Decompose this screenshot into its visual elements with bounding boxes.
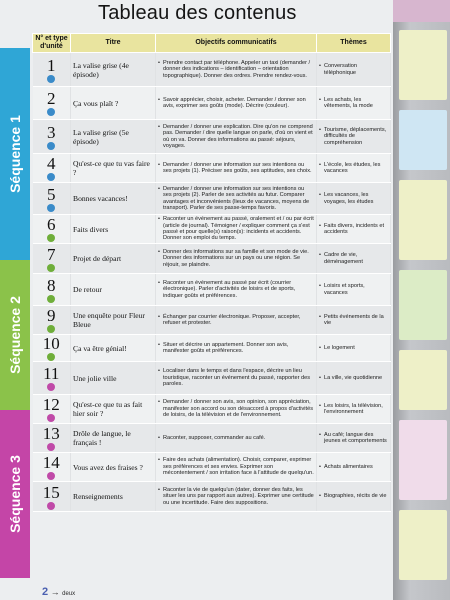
table-row [33,183,391,215]
unit-number-cell [33,215,71,244]
theme-item: • Faits divers, incidents et accidents [319,223,388,236]
theme-item: • Biographies, récits de vie [319,493,388,499]
objective-item: • Demander / donner une explication. Dire qu'on ne comprend pas. Demander / dire quelle langue on parle, d'où on vient et où on va. Donner des informations au passé: séjours, voyages. [158,124,314,150]
unit-title: Renseignements [71,482,156,512]
unit-themes [317,120,391,154]
unit-number-cell [33,482,71,512]
adjacent-page-block [399,510,447,580]
theme-item: • Conversation téléphonique [319,63,388,76]
table-row [33,424,391,453]
unit-title: Une jolie ville [71,362,156,395]
unit-objectives [156,424,317,453]
table-row [33,274,391,306]
theme-item: • Tourisme, déplacements, difficultés de compréhension [319,127,388,146]
objective-item: • Demander / donner son avis, son opinion, son appréciation, manifester son accord ou son désaccord à propos d'activités de loisirs, de la télévision et de l'environnement. [158,399,314,418]
unit-type-icon [47,414,55,422]
unit-themes [317,215,391,244]
unit-type-icon [47,472,55,480]
theme-item: • Les vacances, les voyages, les études [319,192,388,205]
unit-type-icon [47,75,55,83]
table-row [33,362,391,395]
unit-type-icon [47,383,55,391]
page-footer [42,586,75,598]
unit-themes [317,183,391,215]
unit-number: 1 [47,55,56,75]
unit-title: Bonnes vacances! [71,183,156,215]
header-objectives: Objectifs communicatifs [156,34,317,53]
unit-number-cell [33,244,71,274]
unit-objectives [156,306,317,335]
theme-item: • Les loisirs, la télévision, l'environnement [319,403,388,416]
unit-title: Qu'est-ce que tu vas faire ? [71,154,156,183]
table-row [33,306,391,335]
unit-themes [317,53,391,87]
unit-type-icon [47,264,55,272]
unit-themes [317,424,391,453]
unit-themes [317,362,391,395]
unit-type-icon [47,108,55,116]
objective-item: • Prendre contact par téléphone. Appeler un taxi (demander / donner des indications – identification – orientation topographique). Donner des ordres. Prendre rendez-vous. [158,60,314,79]
unit-title: Faits divers [71,215,156,244]
unit-type-icon [47,353,55,361]
sequence-3-label-box [0,410,30,578]
unit-number: 8 [47,275,56,295]
objective-item: • Situer et décrire un appartement. Donner son avis, manifester goûts et préférences. [158,342,314,355]
page-arrow: → [50,587,60,597]
unit-type-icon [47,204,55,212]
unit-objectives [156,215,317,244]
unit-type-icon [47,443,55,451]
adjacent-page-edge [393,0,450,600]
sequence-2-label: Séquence 2 [7,296,24,374]
unit-title: Ça vous plaît ? [71,87,156,120]
unit-type-icon [47,325,55,333]
unit-objectives [156,274,317,306]
unit-themes [317,274,391,306]
unit-number-cell [33,335,71,362]
table-header-row [33,34,391,53]
page-number: 2 [42,586,49,598]
theme-item: • Petits événements de la vie [319,314,388,327]
unit-number-cell [33,274,71,306]
unit-themes [317,87,391,120]
table-row [33,482,391,512]
table-row [33,335,391,362]
objective-item: • Échanger par courrier électronique. Proposer, accepter, refuser et protester. [158,314,314,327]
unit-objectives [156,244,317,274]
unit-number: 2 [47,89,56,108]
header-unit: N° et type d'unité [33,34,71,53]
unit-objectives [156,482,317,512]
unit-number: 3 [47,122,56,142]
unit-title: Qu'est-ce que tu as fait hier soir ? [71,395,156,424]
sequence-1-label: Séquence 1 [7,115,24,193]
unit-number-cell [33,183,71,215]
header-title: Titre [71,34,156,53]
unit-number: 11 [43,364,60,383]
objective-item: • Raconter la vie de quelqu'un (dater, donner des faits, les situer les uns par rapport aux autres). Exprimer une certitude ou une incertitude. Faire des suppositions. [158,487,314,506]
unit-title: Ça va être génial! [71,335,156,362]
table-row [33,215,391,244]
adjacent-page-block [399,30,447,100]
page-number-word: deux [62,591,76,597]
unit-themes [317,482,391,512]
unit-number-cell [33,87,71,120]
unit-title: Projet de départ [71,244,156,274]
theme-item: • Cadre de vie, déménagement [319,252,388,265]
theme-item: • Le logement [319,345,388,351]
unit-objectives [156,154,317,183]
unit-themes [317,306,391,335]
objective-item: • Raconter un événement au passé par écrit (courrier électronique). Parler d'activités de loisirs et de sports, indiquer goûts et préférences. [158,280,314,299]
unit-themes [317,244,391,274]
theme-item: • Les achats, les vêtements, la mode [319,97,388,110]
adjacent-page-header [393,0,450,22]
unit-type-icon [47,234,55,242]
unit-themes [317,395,391,424]
unit-title: De retour [71,274,156,306]
objective-item: • Demander / donner une information sur ses intentions ou ses projets (1). Préciser ses goûts, ses aptitudes, ses choix. [158,162,314,175]
theme-item: • Loisirs et sports, vacances [319,283,388,296]
unit-objectives [156,87,317,120]
sequence-1-label-box [0,48,30,260]
table-row [33,120,391,154]
unit-type-icon [47,295,55,303]
unit-type-icon [47,142,55,150]
unit-title: Une enquête pour Fleur Bleue [71,306,156,335]
unit-objectives [156,362,317,395]
unit-themes [317,453,391,482]
objective-item: • Faire des achats (alimentation). Choisir, comparer, exprimer ses préférences et ses envies. Exprimer son mécontentement / son irritation face à l'attitude de quelqu'un. [158,457,314,476]
objective-item: • Donner des informations sur sa famille et son mode de vie. Donner des informations sur un pays ou une région. Se réjouir, se plaindre. [158,249,314,268]
theme-item: • L'école, les études, les vacances [319,162,388,175]
unit-title: Drôle de langue, le français ! [71,424,156,453]
adjacent-page-block [399,270,447,340]
unit-type-icon [47,502,55,510]
objective-item: • Raconter un événement au passé, oralement et / ou par écrit (article de journal). Témoigner / expliquer comment ça s'est passé et pour quelle(s) raison(s): incidents et accidents. Donner son emploi du temps. [158,216,314,242]
unit-number-cell [33,395,71,424]
unit-themes [317,154,391,183]
unit-number-cell [33,53,71,87]
unit-number-cell [33,154,71,183]
unit-number: 6 [47,215,56,234]
unit-number: 10 [42,334,60,353]
unit-title: La valise grise (4e épisode) [71,53,156,87]
objective-item: • Demander / donner une information sur ses intentions ou ses projets (2). Parler de ses activités au futur. Comparer avantages et inconvénients (lieux de vacances, moyens de transport). Parler de ses passe-temps favoris. [158,186,314,212]
unit-objectives [156,453,317,482]
unit-title: La valise grise (5e épisode) [71,120,156,154]
unit-objectives [156,395,317,424]
unit-number-cell [33,120,71,154]
contents-table [32,33,391,512]
unit-number-cell [33,306,71,335]
objective-item: • Savoir apprécier, choisir, acheter. Demander / donner son avis, exprimer ses goûts (mode). Décrire (couleur). [158,97,314,110]
unit-objectives [156,53,317,87]
adjacent-page-block [399,350,447,410]
table-row [33,87,391,120]
unit-number: 4 [47,154,56,173]
unit-number: 5 [47,184,56,204]
theme-item: • Au café; langue des jeunes et comportements [319,432,388,445]
unit-themes [317,335,391,362]
table-row [33,244,391,274]
theme-item: • Achats alimentaires [319,464,388,470]
sequence-3-label: Séquence 3 [7,455,24,533]
unit-objectives [156,120,317,154]
unit-objectives [156,335,317,362]
objective-item: • Localiser dans le temps et dans l'espace, décrire un lieu touristique, raconter un événement du passé, rapporter des paroles. [158,368,314,387]
page-title: Tableau des contenus [98,2,297,24]
adjacent-page-block [399,110,447,170]
unit-number: 14 [42,453,60,472]
unit-number: 9 [47,306,56,325]
header-themes: Thèmes [317,34,391,53]
sequence-2-label-box [0,260,30,410]
unit-type-icon [47,173,55,181]
table-row [33,395,391,424]
objective-item: • Raconter, supposer, commander au café. [158,435,314,441]
unit-number: 15 [42,482,60,502]
unit-number-cell [33,362,71,395]
unit-number: 13 [42,424,60,443]
unit-objectives [156,183,317,215]
unit-number: 12 [42,395,60,414]
table-row [33,53,391,87]
table-row [33,154,391,183]
unit-number: 7 [47,244,56,264]
unit-number-cell [33,453,71,482]
table-row [33,453,391,482]
theme-item: • La ville, vie quotidienne [319,375,388,381]
table-body [33,53,391,512]
adjacent-page-block [399,420,447,500]
unit-title: Vous avez des fraises ? [71,453,156,482]
adjacent-page-block [399,180,447,260]
unit-number-cell [33,424,71,453]
